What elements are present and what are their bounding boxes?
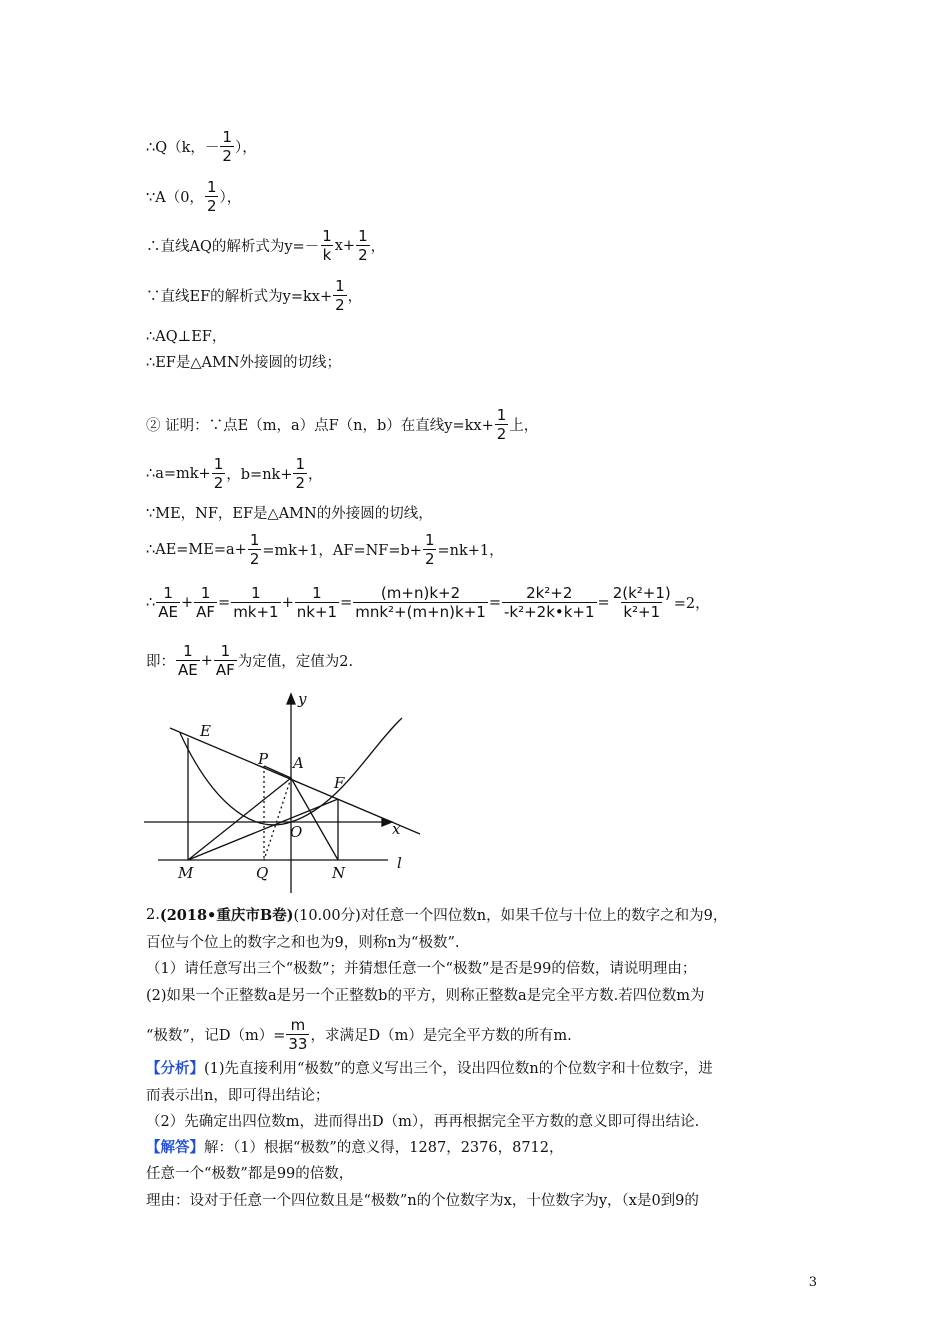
fraction xyxy=(293,455,307,492)
denominator: -k²+2k•k+1 xyxy=(503,603,595,621)
numerator: 1 xyxy=(358,227,368,245)
text: ∴ xyxy=(146,594,156,611)
text: ∴a=mk+ xyxy=(146,465,211,482)
denominator: AF xyxy=(215,661,235,679)
line-constant-value xyxy=(146,642,353,679)
label-y: y xyxy=(298,690,307,708)
text: ，求满足D（m）是完全平方数的所有m. xyxy=(310,1028,572,1044)
text: ）， xyxy=(234,140,257,156)
denominator: 2 xyxy=(424,550,435,568)
text: ，b=nk+ xyxy=(226,467,293,483)
segment-mf xyxy=(188,799,338,860)
answer-line1 xyxy=(146,1136,564,1157)
denominator: 2 xyxy=(358,246,368,264)
label-o: O xyxy=(290,823,303,841)
text: (1)先直接利用“极数”的意义写出三个，设出四位数n的个位数字和十位数字，进 xyxy=(204,1061,713,1077)
line-a-coord xyxy=(146,178,241,215)
text: = xyxy=(340,594,353,611)
line-sum-computation xyxy=(146,584,710,621)
q2-part2: (2)如果一个正整数a是另一个正整数b的平方，则称正整数a是完全平方数.若四位数m为 xyxy=(146,988,705,1004)
label-e: E xyxy=(200,722,211,740)
q2-header xyxy=(146,904,727,925)
text: = xyxy=(597,594,610,611)
question-number: 2. xyxy=(146,906,160,923)
fraction xyxy=(194,584,217,621)
numerator: 1 xyxy=(183,642,193,660)
text: 对任意一个四位数n，如果千位与十位上的数字之和为9， xyxy=(360,908,728,924)
analysis-tag: 【分析】 xyxy=(146,1060,204,1077)
label-m: M xyxy=(178,864,194,882)
fraction xyxy=(611,584,673,621)
numerator: 1 xyxy=(220,642,231,660)
text: “极数”，记D（m）= xyxy=(146,1028,286,1044)
fraction xyxy=(353,584,488,621)
y-axis-arrow xyxy=(287,694,295,704)
numerator: 1 xyxy=(213,455,224,473)
denominator: AE xyxy=(178,661,198,679)
fraction xyxy=(212,455,226,492)
denominator: mk+1 xyxy=(233,603,279,621)
text: ∵A（0， xyxy=(146,190,204,206)
line-tangent-conclusion: ∴EF是△AMN外接圆的切线； xyxy=(146,355,342,371)
numerator: 1 xyxy=(295,455,306,473)
numerator: 1 xyxy=(222,128,232,146)
geometry-figure xyxy=(140,688,430,898)
fraction xyxy=(320,227,334,264)
label-p: P xyxy=(258,750,269,768)
label-q: Q xyxy=(256,864,269,882)
text: ∴直线AQ的解析式为y=－ xyxy=(146,239,320,255)
denominator: mnk²+(m+n)k+1 xyxy=(355,603,486,621)
denominator: k xyxy=(322,246,332,264)
analysis-line3: （2）先确定出四位数m，进而得出D（m），再再根据完全平方数的意义即可得出结论. xyxy=(146,1114,700,1130)
numerator: 1 xyxy=(200,584,211,602)
line-proof-start xyxy=(146,406,538,443)
text: =mk+1，AF=NF=b+ xyxy=(262,543,422,559)
denominator: AF xyxy=(196,603,216,621)
text: ② 证明：∵点E（m，a）点F（n，b）在直线y=kx+ xyxy=(146,418,494,434)
answer-tag: 【解答】 xyxy=(146,1139,204,1156)
numerator: m xyxy=(290,1016,306,1034)
denominator: 2 xyxy=(249,550,260,568)
text: 解：（1）根据“极数”的意义得，1287，2376，8712， xyxy=(204,1140,564,1156)
denominator: 2 xyxy=(496,425,507,443)
text: 上， xyxy=(509,418,539,434)
text: = xyxy=(218,594,231,611)
line-ae-af xyxy=(146,531,504,568)
page-number: 3 xyxy=(808,1275,817,1290)
text: ∴Q（k，－ xyxy=(146,140,220,156)
numerator: (m+n)k+2 xyxy=(380,584,461,602)
numerator: 1 xyxy=(322,227,332,245)
denominator: AE xyxy=(158,603,178,621)
label-a: A xyxy=(293,754,304,772)
numerator: 1 xyxy=(312,584,322,602)
numerator: 1 xyxy=(163,584,173,602)
text: ， xyxy=(370,239,386,255)
segment-am xyxy=(188,778,291,860)
numerator: 1 xyxy=(206,178,217,196)
text: ）， xyxy=(219,190,242,206)
numerator: 2k²+2 xyxy=(526,584,573,602)
fraction xyxy=(205,178,219,215)
line-q-coord xyxy=(146,128,257,165)
numerator: 1 xyxy=(496,406,507,424)
label-n: N xyxy=(332,864,346,882)
numerator: 2(k²+1) xyxy=(612,584,671,602)
line-a-b-values xyxy=(146,455,323,492)
fraction xyxy=(423,531,437,568)
fraction xyxy=(356,227,370,264)
fraction xyxy=(156,584,180,621)
line-tangents: ∵ME，NF，EF是△AMN的外接圆的切线， xyxy=(146,506,433,522)
q2-part2-cont xyxy=(146,1016,572,1053)
text: =nk+1， xyxy=(437,543,504,559)
question-source: (2018•重庆市B卷) xyxy=(159,907,294,924)
text: 即： xyxy=(146,654,175,670)
fraction xyxy=(295,584,339,621)
denominator: nk+1 xyxy=(296,603,338,621)
numerator: 1 xyxy=(249,531,260,549)
text: ∵直线EF的解析式为y=kx+ xyxy=(146,289,333,305)
denominator: 2 xyxy=(295,474,306,492)
fraction xyxy=(248,531,262,568)
denominator: 2 xyxy=(213,474,224,492)
fraction xyxy=(495,406,509,443)
denominator: 2 xyxy=(335,296,345,314)
fraction xyxy=(502,584,597,621)
segment-aq xyxy=(264,778,291,860)
answer-line3: 理由：设对于任意一个四位数且是“极数”n的个位数字为x，十位数字为y，（x是0到9的 xyxy=(146,1193,699,1209)
text: 为定值，定值为2. xyxy=(237,654,354,670)
label-l: l xyxy=(397,854,402,872)
line-ef-equation xyxy=(146,277,362,314)
text: + xyxy=(200,652,213,669)
text: ∴AE=ME=a+ xyxy=(146,541,247,558)
denominator: 2 xyxy=(222,147,232,165)
text: ， xyxy=(347,289,363,305)
text: + xyxy=(281,594,294,611)
fraction xyxy=(333,277,347,314)
question-score: (10.00分) xyxy=(293,908,361,924)
text: x+ xyxy=(334,237,356,254)
text: ， xyxy=(308,467,323,483)
q2-line2: 百位与个位上的数字之和也为9，则称n为“极数”. xyxy=(146,935,460,951)
fraction xyxy=(176,642,200,679)
denominator: k²+1 xyxy=(623,603,661,621)
line-perpendicular: ∴AQ⊥EF， xyxy=(146,329,227,345)
fraction xyxy=(286,1016,309,1053)
text: = xyxy=(488,594,501,611)
answer-line2: 任意一个“极数”都是99的倍数， xyxy=(146,1166,354,1182)
denominator: 2 xyxy=(206,197,217,215)
analysis-line2: 而表示出n，即可得出结论； xyxy=(146,1088,330,1104)
fraction xyxy=(231,584,280,621)
label-f: F xyxy=(334,774,345,792)
text: =2， xyxy=(673,596,710,612)
line-aq-equation xyxy=(146,227,385,264)
label-x: x xyxy=(392,820,401,838)
numerator: 1 xyxy=(424,531,435,549)
analysis-line1 xyxy=(146,1057,713,1078)
text: + xyxy=(180,594,194,611)
numerator: 1 xyxy=(251,584,261,602)
numerator: 1 xyxy=(335,277,345,295)
fraction xyxy=(220,128,234,165)
denominator: 33 xyxy=(288,1035,308,1053)
fraction xyxy=(214,642,237,679)
q2-part1: （1）请任意写出三个“极数”；并猜想任意一个“极数”是否是99的倍数，请说明理由； xyxy=(146,961,697,977)
